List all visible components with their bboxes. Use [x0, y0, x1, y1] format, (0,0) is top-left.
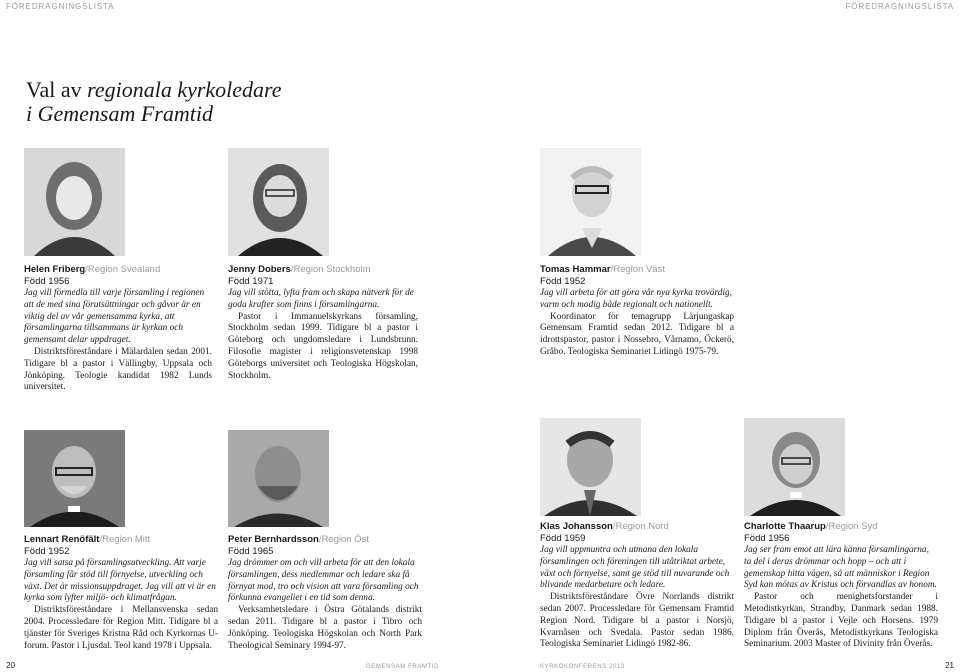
candidate-region: /Region Svealand	[85, 264, 161, 275]
candidate-born: Född 1956	[24, 276, 70, 287]
portrait-photo-peter	[228, 430, 329, 527]
candidate-quote: Jag vill stötta, lyfta fram och skapa nätverk för de goda krafter som finns i församlingarna.	[228, 288, 414, 310]
candidate-name-row	[228, 264, 418, 276]
page-number-right: 21	[945, 661, 954, 670]
candidate-quote: Jag vill arbeta för att göra vår nya kyrka trovärdig, varm och modig både regionalt och nationellt.	[540, 288, 732, 310]
candidate-name-row	[24, 534, 218, 546]
portrait-photo-lennart	[24, 430, 125, 527]
candidate-description: Pastor och menighetsforstander i Metodistkyrkan, Strandby, Danmark sedan 1988. Tidigare bl a pastor i Vejle och Horsens. 1979 Diplom från Överås, Metodistkyrkans Teologiska Seminarium. 2003 Master of Divinity från Överås.	[744, 592, 938, 650]
candidate-name-row	[540, 521, 734, 533]
candidate-name-row	[228, 534, 422, 546]
candidate-region: /Region Nord	[612, 521, 669, 532]
footer-label-right: KYRKOKONFERENS 2013	[540, 664, 625, 670]
title-italic-2: i Gemensam Framtid	[26, 101, 213, 126]
candidate-bio	[744, 521, 938, 651]
candidate-born: Född 1965	[228, 546, 274, 557]
candidate-bio	[540, 521, 734, 651]
candidate-name: Tomas Hammar	[540, 264, 611, 275]
candidate-bio	[228, 264, 418, 382]
candidate-born: Född 1959	[540, 533, 586, 544]
candidate-name: Klas Johansson	[540, 521, 613, 532]
candidate-bio	[228, 534, 422, 652]
candidate-quote: Jag vill förmedla till varje församling i regionen att de med sina förutsättningar och gåvor är en viktig del av vår gemensamma kyrka, att församlingarna tillsammans är kyrkan och gemensamt delar uppdraget.	[24, 288, 205, 346]
page-title	[26, 78, 282, 126]
candidate-description: Verksamhetsledare i Östra Götalands distrikt sedan 2011. Tidigare bl a pastor i Tibro och Jönköping. Teologiska Högskolan och North Park Theological Seminary 1994-97.	[228, 605, 422, 651]
candidate-name-row	[540, 264, 734, 276]
candidate-description: Distriktsföreståndare i Mälardalen sedan 2001. Tidigare bl a pastor i Vällingby, Uppsala och Jönköping. Teologie kandidat 1982 Lunds universitet.	[24, 346, 212, 393]
candidate-region: /Region Syd	[825, 521, 878, 532]
candidate-bio	[540, 264, 734, 359]
candidate-name: Charlotte Thaarup	[744, 521, 826, 532]
candidate-born: Född 1952	[540, 276, 586, 287]
candidate-description: Koordinator för temagrupp Lärjungaskap Gemensam Framtid sedan 2012. Tidigare bl a idrottspastor, pastor i Nossebro, Vårnamo, Öckerö, Gråbo. Teologiska Seminariet Lidingö 1975-79.	[540, 311, 734, 357]
candidate-quote: Jag drömmer om och vill arbeta för att den lokala församlingen, dess medlemmar och ledare ska få förnyat mod, tro och vision att vara församling och förkunna evangeliet i en tid som denna.	[228, 558, 419, 604]
candidate-region: /Region Mitt	[99, 534, 151, 545]
candidate-born: Född 1952	[24, 546, 70, 557]
candidate-quote: Jag ser fram emot att lära känna församlingarna, ta del i deras drömmar och hopp – och att i gemenskap hitta vägen, så att människor i Region Syd kan mötas av Kristus och förvandlas av honom.	[744, 545, 937, 591]
candidate-region: /Region Öst	[318, 534, 369, 545]
candidate-region: /Region Väst	[610, 264, 665, 275]
candidate-description: Distriktsföreståndare Övre Norrlands distrikt sedan 2007. Processledare för Gemensam Framtid Region Nord. Tidigare bl a pastor i Norsjö, Kvarnåsen och Svedala. Pastor sedan 1986. Teologiska Seminariet Lidingö 1982-86.	[540, 592, 734, 650]
candidate-quote: Jag vill satsa på församlingsutveckling. Att varje församling får stöd till förnyelse, utveckling och växt. Det är missionsuppdraget. Jag vill att vi är en kyrka som lyfter miljö- och klimatfrågan.	[24, 558, 216, 604]
candidate-region: /Region Stockholm	[290, 264, 371, 275]
running-header-left: FÖREDRAGNINGSLISTA	[6, 2, 115, 11]
candidate-born: Född 1956	[744, 533, 790, 544]
portrait-photo-klas	[540, 418, 641, 516]
candidate-bio	[24, 264, 212, 394]
candidate-description: Distriktsföreståndare i Mellansvenska sedan 2004. Processledare för Region Mitt. Tidigare bl a tjänster för Sveriges Kristna Råd och Kyrkornas U-forum. Pastor i Ljusdal. Teol kand 1978 i Uppsala.	[24, 605, 218, 651]
candidate-born: Född 1971	[228, 276, 274, 287]
candidate-description: Pastor i Immanuelskyrkans församling, Stockholm sedan 1999. Tidigare bl a pastor i Göteborg och ungdomsledare i Lundsbrunn. Filosofie magister i religionsvetenskap 1998 Göteborgs universitet och Teologiska Högskolan, Stockholm.	[228, 311, 418, 381]
portrait-photo-helen	[24, 148, 125, 256]
candidate-quote: Jag vill uppmuntra och utmana den lokala församlingen och föreningen till utåtriktat arbete, växt och förnyelse, samt ge stöd till nuvarande och blivande medarbetare och ledare.	[540, 545, 730, 591]
candidate-name-row	[744, 521, 938, 533]
candidate-bio	[24, 534, 218, 652]
footer-label-left: GEMENSAM FRAMTID	[366, 664, 439, 670]
title-plain: Val av	[26, 77, 88, 102]
candidate-name-row	[24, 264, 212, 276]
portrait-photo-jenny	[228, 148, 329, 256]
title-italic-1: regionala kyrkoledare	[87, 77, 282, 102]
candidate-name: Jenny Dobers	[228, 264, 291, 275]
candidate-name: Helen Friberg	[24, 264, 86, 275]
portrait-photo-charlotte	[744, 418, 845, 516]
candidate-name: Peter Bernhardsson	[228, 534, 319, 545]
portrait-photo-tomas	[540, 148, 641, 256]
page-number-left: 20	[6, 661, 15, 670]
running-header-right: FÖREDRAGNINGSLISTA	[845, 2, 954, 11]
candidate-name: Lennart Renöfält	[24, 534, 100, 545]
